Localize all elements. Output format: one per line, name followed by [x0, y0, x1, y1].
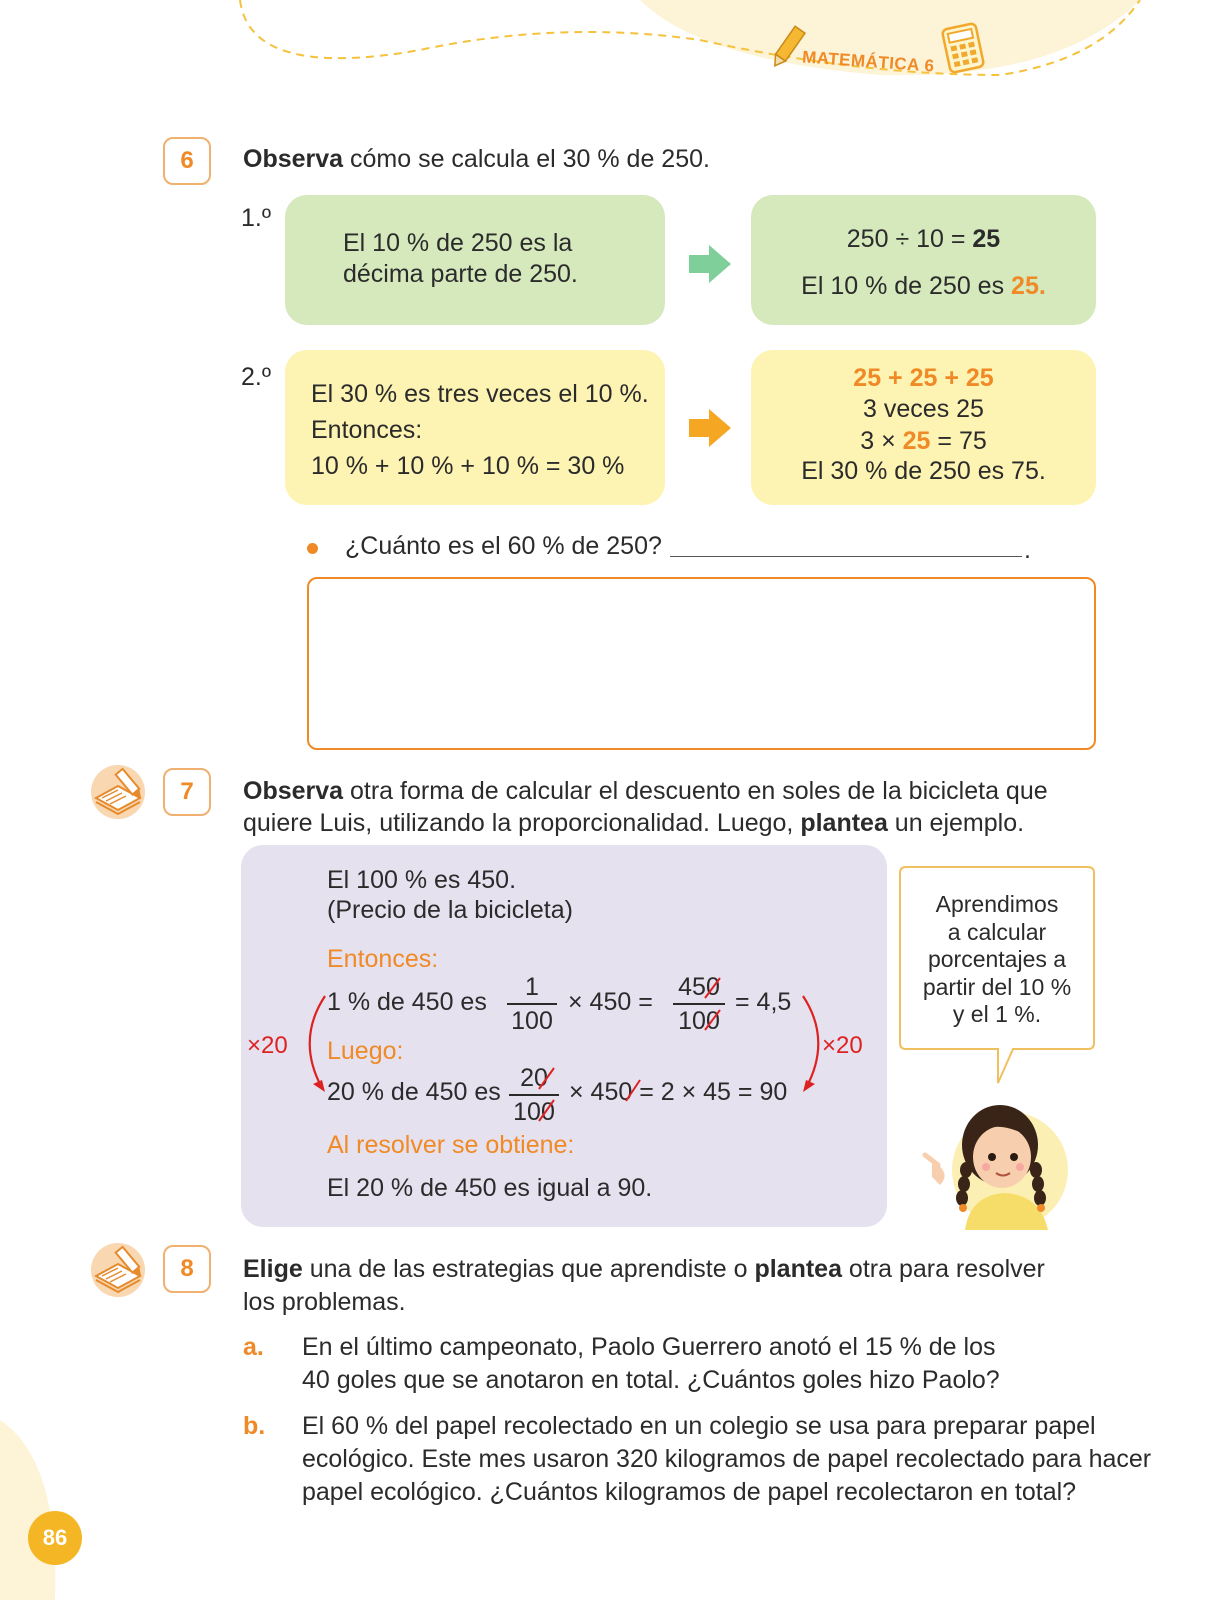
item-b-line3: papel ecológico. ¿Cuántos kilogramos de papel recolectaron en total? [302, 1478, 1077, 1506]
box-line1: El 100 % es 450. [327, 866, 517, 894]
step2-sum: 25 + 25 + 25 [853, 364, 994, 392]
activity8-line1-mid: una de las estrategias que aprendiste o [302, 1255, 755, 1283]
question-60: ¿Cuánto es el 60 % de 250? [345, 532, 662, 560]
arrow-right-orange-icon [687, 407, 733, 449]
multiplier-right: ×20 [822, 1032, 863, 1059]
step2-left-line3: 10 % + 10 % + 10 % = 30 % [311, 452, 625, 480]
box-final: El 20 % de 450 es igual a 90. [327, 1174, 653, 1202]
step2-mult-pre: 3 × [860, 427, 903, 455]
answer-box[interactable] [307, 577, 1096, 750]
step2-left-box [285, 350, 665, 505]
answer-line[interactable] [670, 556, 1022, 557]
box-luego: Luego: [327, 1037, 404, 1065]
footer-decoration [0, 1420, 60, 1600]
step1-label: 1.º [241, 204, 271, 232]
step2-mult-post: = 75 [930, 427, 987, 455]
book-title: MATEMÁTICA 6 [801, 47, 936, 76]
row1-frac2-den: 100 [678, 1007, 720, 1035]
instruction-text: cómo se calcula el 30 % de 250. [343, 145, 710, 173]
step1-statement-value: 25. [1011, 272, 1046, 300]
activity6-instruction [243, 143, 710, 175]
girl-illustration [920, 1085, 1070, 1230]
row2-frac-num: 20 [520, 1064, 548, 1092]
row2-text: 20 % de 450 es [327, 1078, 501, 1106]
item-b-line2: ecológico. Este mes usaron 320 kilogramos de papel recolectado para hacer [302, 1445, 1152, 1473]
item-letter-b: b. [243, 1412, 266, 1440]
step2-result: El 30 % de 250 es 75. [801, 457, 1046, 485]
step2-left-line2: Entonces: [311, 416, 423, 444]
row2-frac-den: 100 [513, 1098, 555, 1126]
activity7-line2-post: un ejemplo. [887, 809, 1025, 837]
step1-right-line2 [751, 270, 1096, 302]
calculator-icon [940, 22, 986, 74]
box-resolver: Al resolver se obtiene: [327, 1131, 575, 1159]
step1-left-line1: El 10 % de 250 es la [343, 229, 573, 257]
item-a-line2: 40 goles que se anotaron en total. ¿Cuántos goles hizo Paolo? [302, 1366, 1000, 1394]
page-number: 86 [28, 1511, 82, 1565]
bullet-dot [307, 543, 318, 554]
step2-label: 2.º [241, 363, 271, 391]
bubble-line: a calcular [947, 918, 1047, 945]
step2-right-box [751, 350, 1096, 505]
bubble-line: Aprendimos [935, 891, 1059, 917]
row1-frac2-num: 450 [678, 973, 720, 1001]
activity7-verb1: Observa [243, 777, 344, 805]
activity7-line1-text: otra forma de calcular el descuento en soles de la bicicleta que [343, 777, 1048, 805]
instruction-verb: Observa [243, 145, 344, 173]
notebook-pencil-icon [88, 1240, 148, 1298]
multiplier-left: ×20 [247, 1032, 288, 1059]
arrow-right-green-icon [687, 243, 733, 285]
step1-right-box [751, 195, 1096, 325]
activity8-line2: los problemas. [243, 1288, 406, 1316]
row2-fraction [509, 1063, 559, 1127]
activity-number-8: 8 [163, 1245, 211, 1293]
activity8-verb1: Elige [243, 1255, 303, 1283]
box-line2: (Precio de la bicicleta) [327, 896, 573, 924]
step1-left-box [285, 195, 665, 325]
row1-fraction [507, 972, 557, 1036]
activity7-verb2: plantea [800, 809, 888, 837]
notebook-pencil-icon [88, 762, 148, 820]
bubble-line: partir del 10 % [922, 973, 1072, 1000]
activity7-line2-pre: quiere Luis, utilizando la proporcionalidad. Luego, [243, 809, 801, 837]
row1-result: = 4,5 [735, 988, 792, 1016]
activity7-line1 [243, 775, 1048, 807]
bubble-line: porcentajes a [927, 946, 1067, 972]
header-decoration [0, 0, 1215, 110]
row1-mid: × 450 = [568, 988, 653, 1016]
box-entonces: Entonces: [327, 945, 439, 973]
step2-left-line1: El 30 % es tres veces el 10 %. [311, 380, 649, 408]
activity-number-7: 7 [163, 768, 211, 816]
step1-right-line1 [751, 223, 1096, 255]
activity8-verb2: plantea [754, 1255, 842, 1283]
step1-division-result: 25 [972, 225, 1001, 253]
activity-number-6: 6 [163, 137, 211, 185]
row1-frac-den: 100 [511, 1007, 553, 1035]
step2-mult-val: 25 [902, 427, 931, 455]
row1-fraction2 [673, 972, 725, 1036]
item-a-line1: En el último campeonato, Paolo Guerrero anotó el 15 % de los [302, 1333, 996, 1361]
activity8-line1-rest: otra para resolver [841, 1255, 1045, 1283]
bubble-line: y el 1 %. [952, 1001, 1042, 1027]
step2-times-text: 3 veces 25 [863, 395, 984, 423]
item-b-line1: El 60 % del papel recolectado en un colegio se usa para preparar papel [302, 1412, 1096, 1440]
step1-division: 250 ÷ 10 = [846, 225, 973, 253]
step2-multiplication [751, 425, 1096, 457]
row1-frac-num: 1 [525, 973, 539, 1001]
answer-line-period: . [1024, 536, 1031, 564]
bubble-text [898, 891, 1096, 1029]
activity8-line1 [243, 1253, 1045, 1285]
step1-left-line2: décima parte de 250. [343, 260, 578, 288]
row1-text: 1 % de 450 es [327, 988, 487, 1016]
activity7-line2 [243, 807, 1024, 839]
item-letter-a: a. [243, 1333, 264, 1361]
step1-statement: El 10 % de 250 es [801, 272, 1012, 300]
row2-mid: × 450 = 2 × 45 = 90 [569, 1078, 788, 1106]
